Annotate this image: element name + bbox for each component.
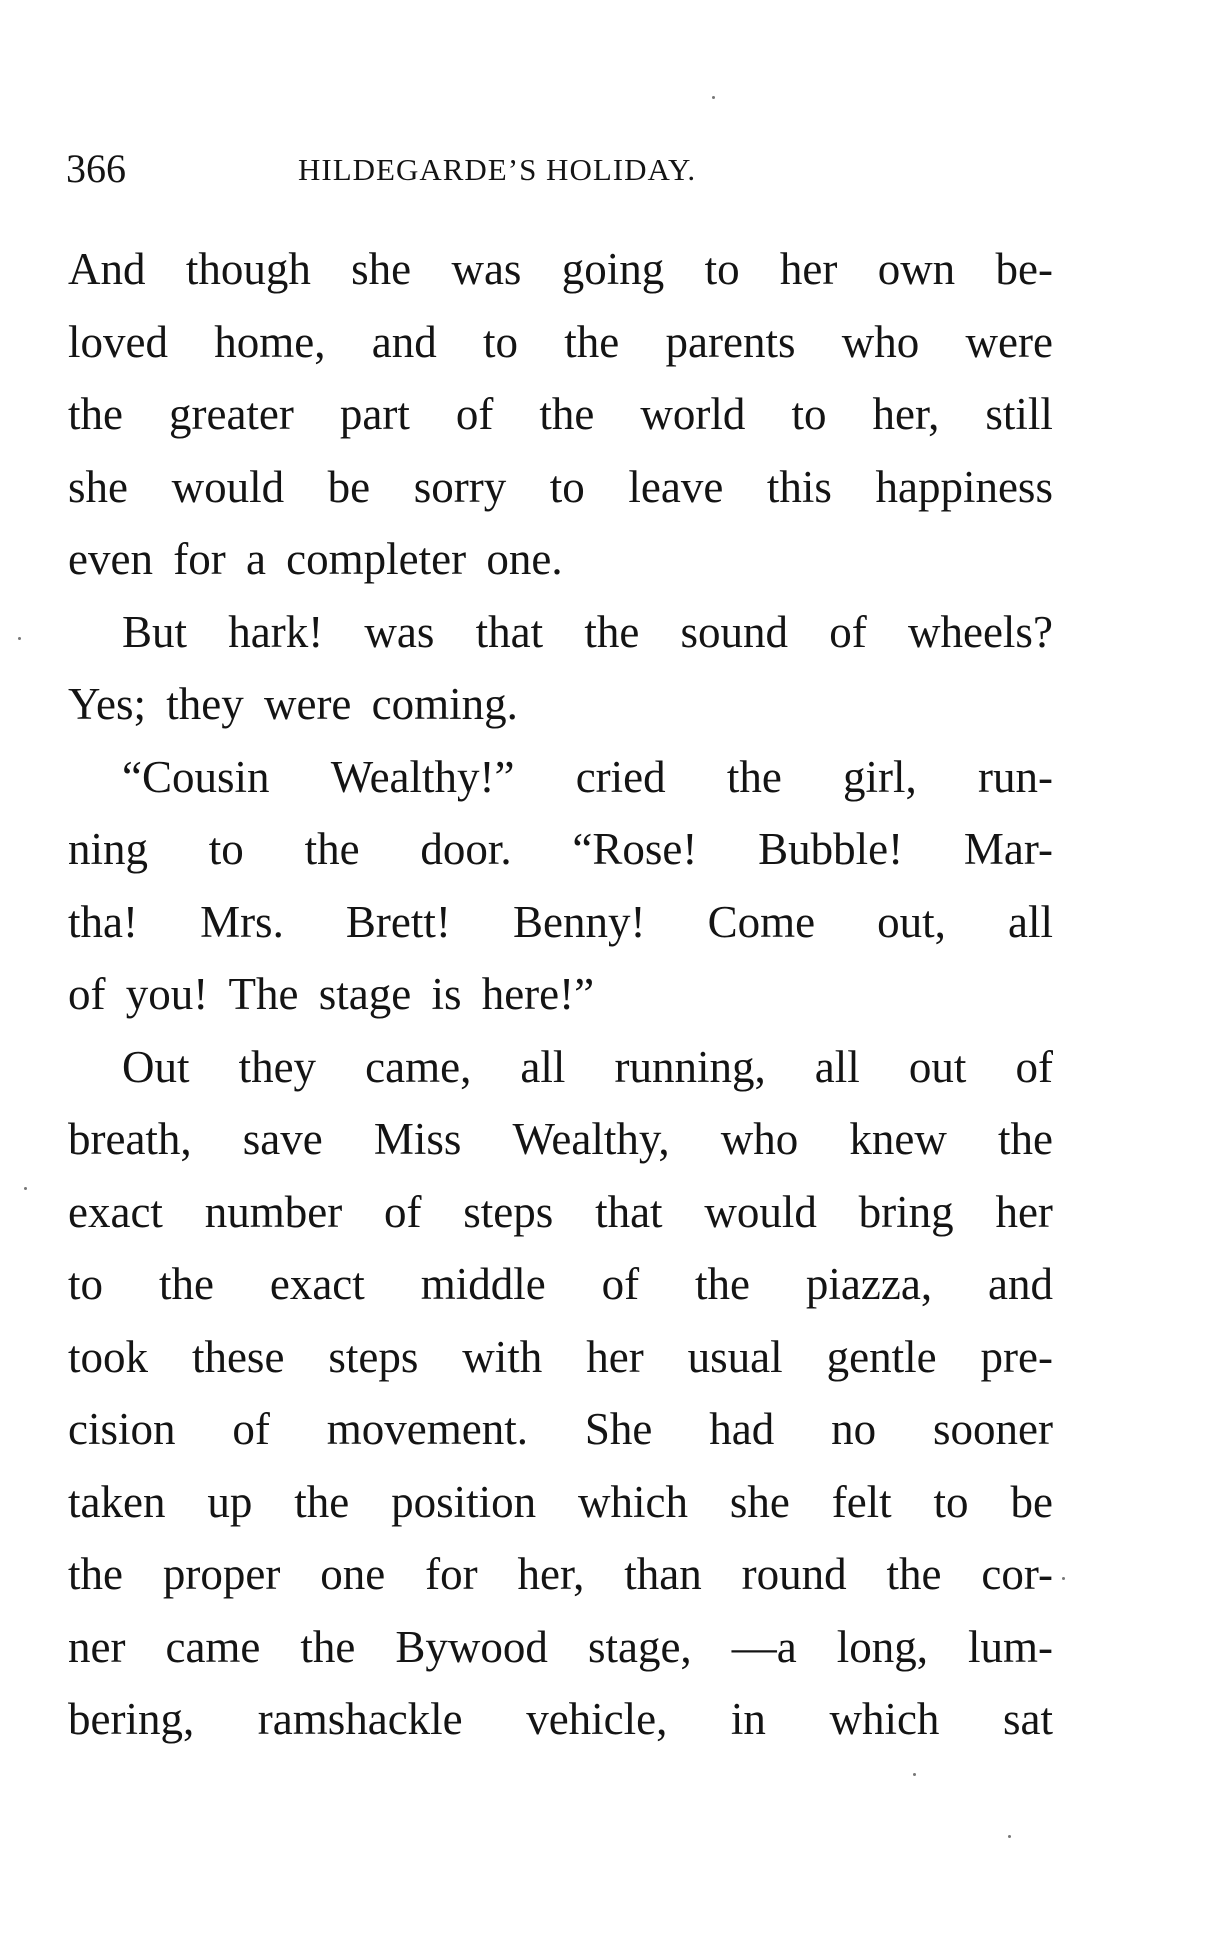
word: came, (365, 1041, 472, 1092)
word: cision (68, 1404, 176, 1454)
word: run- (977, 751, 1053, 802)
text-line (68, 1538, 1053, 1611)
word: part (339, 389, 410, 439)
word: gentle (826, 1331, 937, 1382)
word: took (68, 1331, 149, 1382)
word: all (1008, 896, 1053, 947)
word: out, (877, 896, 946, 947)
word: felt (831, 1476, 892, 1527)
word: middle (420, 1259, 546, 1309)
word: the (886, 1549, 942, 1599)
word: of (455, 389, 494, 439)
word: “Cousin (122, 751, 270, 802)
text-line (68, 306, 1053, 379)
word: of (601, 1259, 640, 1309)
paper-speck (18, 637, 21, 640)
word: be (327, 461, 371, 512)
word: parents (665, 316, 796, 367)
word: loved (68, 316, 168, 367)
word: is (431, 969, 462, 1019)
word: they (238, 1041, 317, 1092)
word: and (371, 316, 437, 367)
word: hark! (228, 606, 324, 657)
word: coming. (371, 679, 518, 729)
word: taken (68, 1476, 166, 1527)
text-line (68, 741, 1053, 814)
word: exact (269, 1259, 365, 1309)
paper-speck (24, 1187, 27, 1190)
word: still (985, 389, 1053, 439)
word: proper (162, 1549, 281, 1599)
word: to (208, 824, 244, 874)
word: sound (680, 606, 789, 657)
word: to (68, 1259, 104, 1309)
word: She (584, 1404, 653, 1454)
word: running, (614, 1041, 766, 1092)
word: Come (707, 896, 816, 947)
word: her, (872, 389, 940, 439)
word: one (320, 1549, 386, 1599)
word: was (364, 606, 435, 657)
word: to (933, 1476, 969, 1527)
word: leave (628, 461, 724, 512)
word: greater (169, 389, 294, 439)
word: girl, (843, 751, 917, 802)
word: Bubble! (758, 824, 904, 874)
word: her (779, 244, 838, 294)
text-line (68, 523, 1053, 596)
page-number: 366 (66, 146, 126, 191)
text-line (68, 1248, 1053, 1321)
word: vehicle, (526, 1694, 668, 1744)
word: and (988, 1259, 1053, 1309)
paper-speck (712, 96, 715, 99)
word: exact (68, 1186, 163, 1237)
word: breath, (68, 1114, 192, 1164)
word: home, (214, 316, 326, 367)
word: going (561, 244, 665, 294)
text-line (68, 1466, 1053, 1539)
word: Yes; (68, 679, 146, 729)
word: piazza, (805, 1259, 933, 1309)
word: But (122, 606, 188, 657)
word: though (185, 244, 311, 294)
word: were (965, 316, 1053, 367)
word: which (577, 1476, 688, 1527)
paper-speck (1008, 1835, 1011, 1838)
word: sat (1002, 1694, 1053, 1744)
word: that (595, 1186, 663, 1237)
word: the (998, 1114, 1053, 1164)
word: be (1010, 1476, 1053, 1527)
word: would (171, 461, 285, 512)
word: of (1015, 1041, 1053, 1092)
word: —a (731, 1621, 797, 1672)
running-title: HILDEGARDE’S HOLIDAY. (298, 152, 697, 187)
word: was (451, 244, 522, 294)
word: Wealthy, (512, 1114, 670, 1164)
word: in (730, 1694, 766, 1744)
word: she (68, 461, 128, 512)
word: the (539, 389, 595, 439)
word: pre- (980, 1331, 1053, 1382)
word: happiness (875, 461, 1053, 512)
running-head (66, 144, 1066, 194)
word: all (520, 1041, 566, 1092)
word: you! (125, 969, 209, 1019)
word: Brett! (345, 896, 451, 947)
word: the (564, 316, 620, 367)
word: the (584, 606, 640, 657)
text-line (68, 1176, 1053, 1249)
word: position (391, 1476, 537, 1527)
text-line (68, 1031, 1053, 1104)
word: Out (122, 1041, 190, 1092)
word: had (709, 1404, 775, 1454)
word: even (68, 534, 153, 584)
word: her, (517, 1549, 585, 1599)
text-line (68, 1321, 1053, 1394)
body-text (68, 233, 1053, 1756)
word: bring (858, 1186, 954, 1237)
word: ning (68, 824, 149, 874)
word: stage (318, 969, 412, 1019)
word: Miss (373, 1114, 462, 1164)
word: movement. (326, 1404, 528, 1454)
word: than (624, 1549, 702, 1599)
word: steps (328, 1331, 419, 1382)
word: be- (995, 244, 1053, 294)
word: up (207, 1476, 253, 1527)
word: of (68, 969, 106, 1019)
word: the (300, 1621, 356, 1672)
word: were (263, 679, 352, 729)
word: cried (575, 751, 666, 802)
text-line (68, 958, 1053, 1031)
text-line (68, 596, 1053, 669)
word: wheels? (907, 606, 1053, 657)
word: Mrs. (200, 896, 284, 947)
word: for (173, 534, 226, 584)
word: a (245, 534, 266, 584)
word: Benny! (512, 896, 646, 947)
word: all (814, 1041, 860, 1092)
word: these (191, 1331, 285, 1382)
text-line (68, 668, 1053, 741)
word: one. (486, 534, 563, 584)
text-line (68, 1103, 1053, 1176)
text-line (68, 1683, 1053, 1756)
word: cor- (981, 1549, 1053, 1599)
text-line (68, 813, 1053, 886)
word: who (841, 316, 920, 367)
word: her (586, 1331, 644, 1382)
word: out (908, 1041, 967, 1092)
paper-speck (1062, 1577, 1065, 1580)
word: the (304, 824, 360, 874)
word: came (165, 1621, 261, 1672)
word: bering, (68, 1694, 195, 1744)
text-line (68, 233, 1053, 306)
word: of (232, 1404, 270, 1454)
word: for (425, 1549, 478, 1599)
word: steps (463, 1186, 554, 1237)
word: Wealthy!” (330, 751, 515, 802)
word: ner (68, 1621, 126, 1672)
word: number (204, 1186, 343, 1237)
word: would (704, 1186, 817, 1237)
word: the (68, 389, 123, 439)
word: which (829, 1694, 940, 1744)
word: round (741, 1549, 847, 1599)
word: they (166, 679, 244, 729)
word: the (68, 1549, 123, 1599)
word: she (351, 244, 412, 294)
text-line (68, 1611, 1053, 1684)
word: the (695, 1259, 750, 1309)
word: The (228, 969, 299, 1019)
word: to (549, 461, 585, 512)
word: Mar- (963, 824, 1053, 874)
word: of (383, 1186, 422, 1237)
word: who (720, 1114, 799, 1164)
word: to (791, 389, 827, 439)
word: knew (849, 1114, 947, 1164)
word: this (766, 461, 832, 512)
word: she (729, 1476, 790, 1527)
word: ramshackle (257, 1694, 463, 1744)
word: save (242, 1114, 323, 1164)
word: stage, (587, 1621, 692, 1672)
word: sooner (932, 1404, 1053, 1454)
word: of (829, 606, 867, 657)
word: usual (687, 1331, 783, 1382)
text-line (68, 451, 1053, 524)
word: no (831, 1404, 877, 1454)
word: with (462, 1331, 543, 1382)
word: to (483, 316, 519, 367)
word: long, (836, 1621, 928, 1672)
word: the (158, 1259, 214, 1309)
text-line (68, 886, 1053, 959)
text-line (68, 1393, 1053, 1466)
word: tha! (68, 896, 138, 947)
word: here!” (481, 969, 595, 1019)
word: And (68, 244, 146, 294)
word: own (877, 244, 956, 294)
word: door. (420, 824, 512, 874)
word: lum- (967, 1621, 1053, 1672)
word: Bywood (395, 1621, 548, 1672)
word: the (294, 1476, 350, 1527)
word: “Rose! (572, 824, 698, 874)
word: the (726, 751, 782, 802)
word: world (640, 389, 746, 439)
text-line (68, 378, 1053, 451)
word: that (475, 606, 544, 657)
word: to (704, 244, 740, 294)
word: sorry (413, 461, 507, 512)
word: her (995, 1186, 1053, 1237)
paper-speck (913, 1773, 916, 1776)
word: completer (286, 534, 467, 584)
